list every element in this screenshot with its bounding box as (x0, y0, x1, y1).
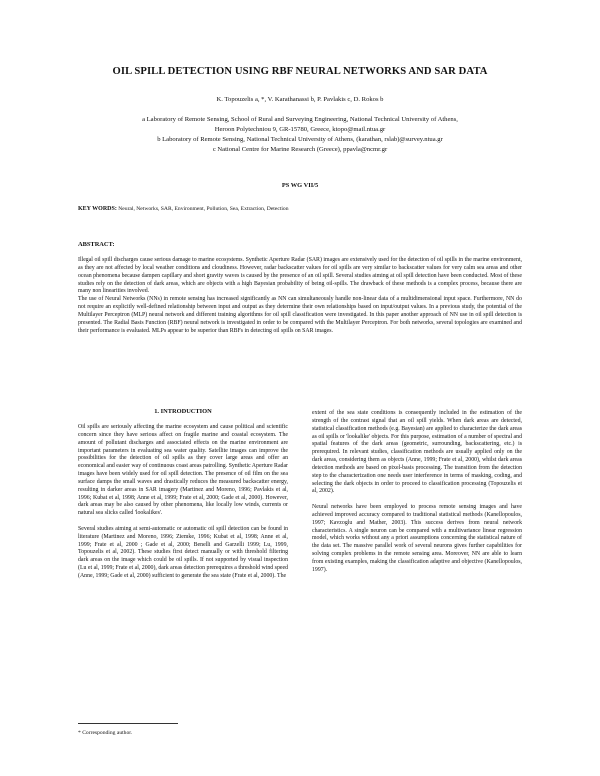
footnote-divider (78, 723, 178, 724)
right-column (312, 410, 522, 582)
body-paragraph: Oil spills are seriously affecting the marine ecosystem and cause political and scientific concern since they have serious affect on fragile marine and coastal ecosystem. The amount of pollutant discharges and associated effects on the marine environment are important parameters in evaluating sea water quality. Satellite images can improve the possibilities for the detection of oil spills as they cover large areas and offer an economical and easier way of continuous coast areas patrolling. Synthetic Aperture Radar images have been widely used for oil spill detection. The presence of oil film on the sea surface damps the small waves and drastically reduces the measured backscatter energy, resulting in darker areas in SAR imagery (Martinez and Moreno, 1996; Pavlakis et al, 1996; Kubat et al, 1998; Anne et al, 1999; Frate et al, 2000; Gade et al, 2000). However, dark areas may be also caused by other phenomena, like locally low winds, currents or natural sea slicks called 'lookalikes'. (78, 424, 288, 517)
body-paragraph: extent of the sea state conditions is consequently included in the estimation of the strength of the contrast signal that an oil spill yields. When dark areas are detected, statistical classification methods (e.g. Bayesian) are applied to characterize the dark areas as oil spills or 'lookalike' objects. For this purpose, estimation of a number of spectral and spatial features of the dark areas (geometric, surrounding, backscattering, etc.) is prerequired. In relevant studies, classification methods are usually applied only on the dark areas, considering them as objects (Anne, 1999; Frate et al, 2000), whilst dark areas detection methods are based on pixel-basis processing. The transition from the detection step to the characterization one needs user interference in terms of masking, coding, and selecting the dark objects in order to proceed to classification processing (Topouzelis et al, 2002). (312, 410, 522, 495)
abstract-heading: ABSTRACT: (78, 241, 115, 248)
affiliation-a-line-1: a Laboratory of Remote Sensing, School of Rural and Surveying Engineering, National Technical University of Athens, (142, 116, 458, 123)
footnote-corresponding-author: * Corresponding author. (78, 730, 133, 736)
affiliation-b: b Laboratory of Remote Sensing, National Technical University of Athens, (karathan, rslab)@survey.ntua.gr (157, 136, 443, 143)
paper-title: OIL SPILL DETECTION USING RBF NEURAL NETWORKS AND SAR DATA (112, 66, 488, 77)
body-paragraph: Neural networks have been employed to process remote sensing images and have achieved improved accuracy compared to traditional statistical methods (Kanellopoulos, 1997; Kavzoglu and Mather, 2003). This success derives from neural network characteristics. A single neuron can be compared with a multivariance linear regression model, which works without any a priori assumptions concerning the statistical nature of the data set. The massive parallel work of several neurons gives further capabilities for solving complex problems in the remote sensing area. Moreover, NN are able to learn from existing examples, making the classification adaptive and objective (Kanellopoulos, 1997). (312, 504, 522, 573)
keywords-line (78, 206, 289, 212)
abstract-body (78, 257, 522, 335)
affiliation-a-line-2: Heroon Polytechniou 9, GR-15780, Greece, ktopo@mail.ntua.gr (214, 126, 386, 133)
left-column (78, 424, 288, 589)
section-heading-introduction: 1. INTRODUCTION (154, 408, 212, 415)
keywords-label: KEY WORDS: (78, 206, 117, 212)
working-group-label: PS WG VII/5 (281, 182, 319, 189)
author-list: K. Topouzelis a, *, V. Karathanassi b, P. Pavlakis c, D. Rokos b (216, 96, 384, 103)
body-paragraph: Several studies aiming at semi-automatic or automatic oil spill detection can be found in literature (Martinez and Moreno, 1996; Ziemke, 1996; Kubat et al, 1998; Anne et al, 1999; Frate et al, 2000 ; Gade et al, 2000; Benelli and Garzelli 1999; Lu, 1999, Topouzelis et al, 2002). These studies first detect manually or with threshold filtering dark areas on the image which could be oil spills. If not supported by visual inspection (Lu et al, 1999; Frate et al, 2000), dark areas detection prerequires a threshold wind speed (Anne, 1999; Gade et al, 2000) sufficient to generate the sea state (Frate et al, 2000). The (78, 525, 288, 579)
abstract-paragraph: Illegal oil spill discharges cause serious damage to marine ecosystems. Synthetic Aperture Radar (SAR) images are extensively used for the detection of oil spills in the marine environment, as they are not affected by local weather conditions and cloudiness. However, radar backscatter values for oil spills are very similar to backscatter values for very calm sea areas and other ocean phenomena because dampen capillary and short gravity waves is caused by the presence of an oil spill. Several studies aiming at oil spill detection have been conducted. Most of these studies rely on the detection of dark areas, which are objects with a high Bayesian probability of being oil-spills. The drawback of these methods is a complex process, because there are many non linearities involved. (78, 257, 522, 295)
affiliation-c: c National Centre for Marine Research (Greece), ppavla@ncmr.gr (212, 146, 388, 153)
abstract-paragraph: The use of Neural Networks (NNs) in remote sensing has increased significantly as NN can simultaneously handle non-linear data of a multidimensional input space. Furthermore, NN do not require an explicitly well-defined relationship between input and output as they determine their own relationships based on input/output values. In a previous study, the potential of the Multilayer Perceptron (MLP) neural network and different training algorithms for oil spill classification were investigated. In this paper another approach of NN use in oil spill detection is presented. The Radial Basis Function (RBF) neural network is investigated in order to be compared with the Multilayer Perceptron. For both networks, several topologies are examined and their performance is evaluated. MLPs appear to be superior than RBFs in detecting oil spills on SAR images. (78, 296, 522, 334)
keywords-list: Neural, Networks, SAR, Environment, Pollution, Sea, Extraction, Detection (118, 206, 289, 212)
